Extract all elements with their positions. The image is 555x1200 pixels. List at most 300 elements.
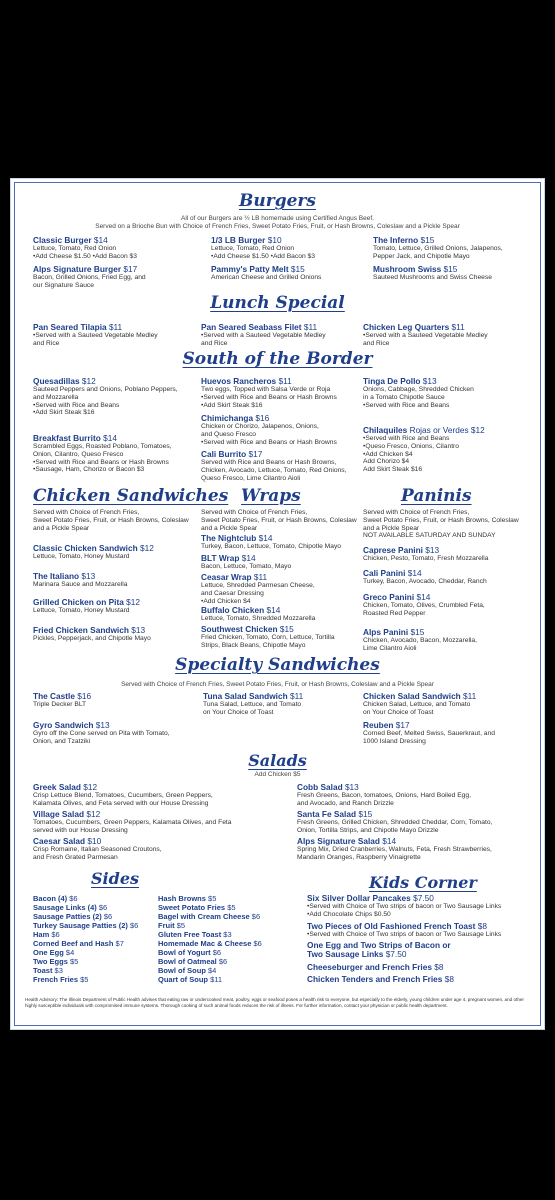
item-price: $14: [405, 568, 422, 578]
item-price: $11: [460, 691, 477, 701]
item-description: Fresh Greens, Bacon, tomatoes, Onions, Hard Boiled Egg,: [297, 792, 471, 799]
side-item-price: $6: [216, 957, 228, 966]
item-description: Crisp Romaine, Italian Seasoned Croutons,: [33, 846, 162, 853]
side-item: [158, 903, 236, 912]
salads-title: Salads: [248, 751, 307, 770]
side-item-name: Sausage Links (4): [33, 903, 97, 912]
item-name-text: The Castle: [33, 691, 75, 701]
item-price: $16: [253, 413, 270, 423]
item-price: $16: [74, 691, 92, 701]
item-description: and Mozzarella: [33, 393, 79, 401]
menu-item: [203, 691, 373, 717]
item-price: $11: [449, 322, 465, 332]
item-price: $8: [442, 974, 454, 984]
item-name: [363, 545, 533, 555]
side-item-name: Corned Beef and Hash: [33, 939, 114, 948]
item-price: $14: [239, 553, 256, 563]
item-description: Lettuce, Tomato, Shredded Mozzarella: [201, 615, 316, 622]
salads-note: Add Chicken $5: [254, 771, 301, 778]
side-item-price: $4: [63, 948, 75, 957]
item-description: •Served with Rice and Beans or Hash Browns: [33, 458, 169, 466]
item-price: $13: [422, 545, 440, 555]
item-description: Lettuce, Shredded Parmesan Cheese,: [201, 582, 315, 589]
item-name-text: Cobb Salad: [297, 782, 343, 792]
item-description: •Add Skirt Steak $16: [33, 409, 95, 417]
item-description: Tomatoes, Cucumbers, Green Peppers, Kalamata Olives, and Feta: [33, 819, 232, 826]
item-name-text: Quesadillas: [33, 376, 80, 386]
item-name-text: Alps Signature Burger: [33, 264, 122, 274]
item-name-text: Six Silver Dollar Pancakes: [307, 893, 411, 903]
side-item-name: Bacon (4): [33, 894, 68, 903]
item-price: $7.50: [410, 893, 434, 903]
item-name: [363, 322, 533, 332]
item-price: $7.50: [383, 949, 407, 959]
item-name: [373, 264, 543, 274]
menu-item: [33, 782, 283, 808]
item-name-text: Tuna Salad Sandwich: [203, 691, 288, 701]
item-name-text: Alps Panini: [363, 627, 409, 637]
section-note: Served with Choice of French Fries,: [33, 509, 140, 516]
menu-item: [363, 627, 533, 653]
item-description: and Rice: [201, 339, 228, 347]
menu-item: [363, 322, 533, 348]
side-item-name: Fruit: [158, 921, 175, 930]
side-item-name: French Fries: [33, 975, 79, 984]
item-price: $13: [93, 720, 110, 730]
item-description: Lettuce, Tomato, Red Onion: [211, 245, 295, 252]
item-name: [33, 264, 203, 274]
item-name: [201, 413, 371, 423]
side-item-price: $6: [67, 894, 78, 903]
item-name: [211, 264, 381, 274]
item-description: Lime Cilantro Aioli: [363, 644, 417, 652]
item-description: •Served with Rice and Beans or Hash Browns: [201, 438, 337, 446]
item-description: Tuna Salad, Lettuce, and Tomato: [203, 701, 302, 708]
side-item-name: Homemade Mac & Cheese: [158, 939, 252, 948]
menu-item: [33, 322, 203, 348]
item-description: and Rice: [33, 339, 60, 347]
item-description: Gyro off the Cone served on Pita with Tomato,: [33, 730, 170, 737]
item-name-text: Grilled Chicken on Pita: [33, 597, 124, 607]
item-name-text: Two Pieces of Old Fashioned French Toast: [307, 921, 476, 931]
side-item: [158, 957, 227, 966]
item-description: Chicken, Avocado, Lettuce, Tomato, Red Onions,: [201, 466, 347, 474]
section-note: Sweet Potato Fries, Fruit, or Hash Browns, Coleslaw: [201, 516, 357, 524]
menu-item: [33, 809, 283, 835]
item-name: [201, 376, 371, 386]
item-description: Marinara Sauce and Mozzarella: [33, 581, 128, 588]
menu-item: [363, 425, 533, 474]
item-name-text: Two Sausage Links: [307, 949, 384, 959]
item-price: $12: [80, 782, 98, 792]
wraps-title: Wraps: [241, 486, 301, 506]
item-description: Pepper Jack, and Chipotle Mayo: [373, 252, 470, 260]
section-note: and a Pickle Spear: [201, 524, 258, 532]
item-name-text: 1/3 LB Burger: [211, 235, 266, 245]
section-note: Sweet Potato Fries, Fruit, or Hash Browns, Coleslaw: [33, 516, 189, 524]
side-item-price: $4: [205, 966, 217, 975]
item-name: [201, 572, 371, 582]
item-name: [33, 235, 203, 245]
menu-item: [363, 592, 533, 618]
item-description: Fried Chicken, Tomato, Corn, Lettuce, Tortilla: [201, 634, 335, 641]
item-name: [307, 974, 527, 984]
item-description: •Add Chicken $4: [201, 597, 251, 605]
item-price: $11: [287, 691, 304, 701]
item-name-text: Breakfast Burrito: [33, 433, 101, 443]
item-name-text: Southwest Chicken: [201, 624, 278, 634]
item-name-text: Santa Fe Salad: [297, 809, 357, 819]
item-name-text: Fried Chicken Sandwich: [33, 625, 129, 635]
item-description: Sauteed Mushrooms and Swiss Cheese: [373, 274, 492, 281]
side-item-price: $6: [251, 939, 262, 948]
menu-item: [211, 235, 381, 261]
sides-title: Sides: [91, 869, 140, 888]
paninis-title: Paninis: [401, 486, 472, 506]
item-description: •Add Cheese $1.50 •Add Bacon $3: [33, 252, 137, 260]
item-name: [307, 921, 527, 931]
item-price: $13: [420, 376, 437, 386]
item-name: [363, 627, 533, 637]
item-price: $11: [301, 322, 318, 332]
item-name-text: Cali Burrito: [201, 449, 247, 459]
item-name: [33, 433, 203, 443]
menu-item: [211, 264, 381, 282]
item-description: and Caesar Dressing: [201, 589, 264, 597]
item-name: [307, 893, 527, 903]
side-item: [158, 912, 260, 921]
item-name: [33, 322, 203, 332]
item-name-text: Chicken Salad Sandwich: [363, 691, 461, 701]
section-note: NOT AVAILABLE SATURDAY AND SUNDAY: [363, 532, 496, 540]
menu-item: [363, 720, 533, 746]
item-description: Kalamata Olives, and Feta served with our House Dressing: [33, 799, 209, 807]
side-item-name: Two Eggs: [33, 957, 68, 966]
item-description: Turkey, Bacon, Lettuce, Tomato, Chipotle Mayo: [201, 543, 342, 550]
section-note: and a Pickle Spear: [33, 524, 90, 532]
item-description: Lettuce, Tomato, Honey Mustard: [33, 553, 130, 560]
specialty-sandwiches-title: Specialty Sandwiches: [175, 655, 380, 675]
side-item-price: $5: [174, 921, 186, 930]
item-name: [363, 376, 533, 386]
side-item-price: $6: [101, 912, 113, 921]
specialty-note: Served with Choice of French Fries, Sweet Potato Fries, Fruit, or Hash Browns, Coleslaw and a Pickle Spear: [121, 681, 434, 688]
side-item-name: Gluten Free Toast: [158, 930, 222, 939]
side-item-price: $5: [205, 894, 217, 903]
item-description: and Avocado, and Ranch Drizzle: [297, 799, 394, 807]
item-name-text: Tinga De Pollo: [363, 376, 421, 386]
item-description: Corned Beef, Melted Swiss, Sauerkraut, and: [363, 730, 495, 737]
side-item-price: $6: [210, 948, 222, 957]
item-description: Onion, Tortilla Strips, and Chipotle Mayo Drizzle: [297, 826, 439, 834]
item-description: Turkey, Bacon, Avocado, Cheddar, Ranch: [363, 578, 487, 585]
chicken-sandwiches-title: Chicken Sandwiches: [33, 486, 229, 506]
side-item-name: Bowl of Oatmeal: [158, 957, 217, 966]
menu-item: [33, 543, 203, 561]
side-item-price: $6: [49, 930, 60, 939]
item-price: $8: [431, 962, 444, 972]
menu-item: [307, 921, 527, 939]
item-description: Bacon, Lettuce, Tomato, Mayo: [201, 563, 292, 570]
item-price: $15: [277, 624, 294, 634]
menu-item: [201, 376, 371, 409]
item-price: $12: [84, 809, 101, 819]
section-note: Served with Choice of French Fries,: [363, 509, 470, 516]
item-description: •Served with a Sauteed Vegetable Medley: [363, 332, 488, 339]
item-description: •Served with Choice of Two strips of bacon or Two Sausage Links: [307, 931, 502, 938]
menu-item: [201, 322, 371, 348]
item-name: [363, 720, 533, 730]
menu-item: [373, 264, 543, 282]
item-price: $15: [288, 264, 305, 274]
item-description: American Cheese and Grilled Onions: [211, 274, 322, 281]
side-item-price: $5: [225, 903, 236, 912]
item-description: and Fresh Grated Parmesan: [33, 853, 118, 861]
side-item: [33, 975, 88, 984]
item-description: served with our House Dressing: [33, 826, 128, 834]
item-description: Spring Mix, Dried Cranberries, Walnuts, Feta, Fresh Strawberries,: [297, 846, 492, 853]
menu-item: [33, 597, 203, 615]
side-item: [158, 948, 221, 957]
side-item-name: Bagel with Cream Cheese: [158, 912, 250, 921]
item-description: Chicken Salad, Lettuce, and Tomato: [363, 701, 471, 708]
side-item: [33, 939, 124, 948]
menu-item: [33, 625, 203, 643]
item-name-text: Ceasar Wrap: [201, 572, 252, 582]
side-item: [33, 966, 63, 975]
side-item-name: Quart of Soup: [158, 975, 208, 984]
side-item: [158, 975, 222, 984]
item-name-text: Caprese Panini: [363, 545, 423, 555]
item-name: [33, 836, 283, 846]
item-name-text: Cali Panini: [363, 568, 406, 578]
menu-item: [201, 413, 371, 446]
side-item-name: Hash Browns: [158, 894, 206, 903]
item-name-text: Caesar Salad: [33, 836, 86, 846]
item-name-text: Buffalo Chicken: [201, 605, 265, 615]
menu-item: [363, 545, 533, 563]
side-item-price: $3: [221, 930, 232, 939]
side-item-name: Turkey Sausage Patties (2): [33, 921, 128, 930]
side-item-price: $7: [113, 939, 124, 948]
item-description: Onion, and Tzatziki: [33, 737, 91, 745]
item-description: •Add Chocolate Chips $0.50: [307, 910, 391, 918]
menu-item: [307, 893, 527, 919]
item-description: •Served with Rice and Beans: [363, 435, 450, 442]
item-price: $11: [276, 376, 292, 386]
item-description: Crisp Lettuce Blend, Tomatoes, Cucumbers, Green Peppers,: [33, 792, 213, 799]
item-name-text: Classic Burger: [33, 235, 92, 245]
item-price: $17: [393, 720, 410, 730]
burgers-note: All of our Burgers are ½ LB homemade using Certified Angus Beef.: [181, 215, 374, 222]
menu-item: [201, 533, 371, 551]
item-name: [363, 691, 533, 701]
item-name: [33, 720, 203, 730]
item-name: [201, 322, 371, 332]
item-price: $17: [121, 264, 138, 274]
item-description: on Your Choice of Toast: [363, 708, 434, 716]
item-name: [33, 571, 203, 581]
item-description: and Rice: [363, 339, 390, 347]
menu-item: [33, 376, 203, 417]
menu-card: [10, 178, 545, 1030]
item-description: •Add Chicken $4: [363, 450, 413, 458]
item-description: •Queso Fresco, Onions, Cilantro: [363, 442, 460, 450]
menu-item: [297, 809, 545, 835]
menu-item: [33, 720, 203, 746]
item-name: [201, 553, 371, 563]
item-description: Lettuce, Tomato, Red Onion: [33, 245, 117, 252]
item-price: $15: [408, 627, 425, 637]
item-name-text: Village Salad: [33, 809, 85, 819]
menu-item: [307, 949, 527, 959]
side-item-name: Sausage Patties (2): [33, 912, 102, 921]
item-name: [33, 691, 203, 701]
side-item-name: Ham: [33, 930, 50, 939]
item-name-text: Gyro Sandwich: [33, 720, 94, 730]
item-name-text: Greek Salad: [33, 782, 81, 792]
item-description: Chicken or Chorizo, Jalapenos, Onions,: [201, 423, 319, 430]
menu-item: [307, 962, 527, 972]
item-description: Fresh Greens, Grilled Chicken, Shredded Cheddar, Corn, Tomato,: [297, 819, 493, 826]
item-description: •Served with Rice and Beans: [33, 401, 120, 409]
item-price: $14: [414, 592, 431, 602]
item-price: $15: [441, 264, 458, 274]
section-note: Sweet Potato Fries, Fruit, or Hash Browns, Coleslaw: [363, 516, 519, 524]
menu-item: [307, 974, 527, 984]
item-price: $14: [264, 605, 281, 615]
item-description: Lettuce, Tomato, Honey Mustard: [33, 607, 130, 614]
item-price: $14: [256, 533, 273, 543]
side-item: [158, 930, 232, 939]
item-name-text: One Egg and Two Strips of Bacon or: [307, 940, 451, 950]
menu-item: [373, 235, 543, 261]
item-description: •Add Skirt Steak $16: [201, 401, 263, 409]
item-name: [297, 836, 545, 846]
item-description: Pickles, Pepperjack, and Chipotle Mayo: [33, 635, 151, 642]
item-description: Sauteed Peppers and Onions, Poblano Peppers,: [33, 386, 178, 393]
side-item-name: Toast: [33, 966, 53, 975]
side-item: [158, 921, 185, 930]
menu-item: [363, 691, 533, 717]
item-price: Rojas or Verdes $12: [407, 425, 485, 435]
item-name: [363, 592, 533, 602]
menu-item: [33, 691, 203, 709]
item-name-text: The Italiano: [33, 571, 80, 581]
item-price: $13: [79, 571, 96, 581]
item-description: •Served with Choice of Two strips of bacon or Two Sausage Links: [307, 903, 502, 910]
item-price: $14: [91, 235, 108, 245]
item-description: and Queso Fresco: [201, 430, 257, 438]
item-description: Add Chorizo $4: [363, 458, 410, 466]
side-item-name: One Egg: [33, 948, 64, 957]
menu-item: [33, 433, 203, 474]
item-name: [211, 235, 381, 245]
item-name-text: Pan Seared Tilapia: [33, 322, 107, 332]
item-name-text: Chicken Leg Quarters: [363, 322, 450, 332]
item-description: Onion, Cilantro, Queso Fresco: [33, 450, 124, 458]
item-description: Onions, Cabbage, Shredded Chicken: [363, 386, 474, 393]
item-description: on Your Choice of Toast: [203, 708, 274, 716]
item-name-text: Huevos Rancheros: [201, 376, 277, 386]
side-item: [158, 894, 216, 903]
item-description: Queso Fresco, Lime Cilantro Aioli: [201, 474, 301, 482]
item-description: Chicken, Avocado, Bacon, Mozzarella,: [363, 637, 477, 644]
side-item: [33, 948, 74, 957]
side-item-name: Bowl of Yogurt: [158, 948, 211, 957]
item-description: •Served with a Sauteed Vegetable Medley: [201, 332, 326, 339]
item-description: Bacon, Grilled Onions, Fried Egg, and: [33, 274, 146, 281]
south-of-the-border-title: South of the Border: [182, 349, 373, 369]
item-name-text: Mushroom Swiss: [373, 264, 442, 274]
menu-item: [33, 235, 203, 261]
item-description: in a Tomato Chipotle Sauce: [363, 393, 445, 401]
item-name: [201, 624, 371, 634]
burgers-serving-note: Served on a Brioche Bun with Choice of French Fries, Sweet Potato Fries, Fruit, or Hash Browns, Coleslaw and a Pickle Spear: [95, 223, 460, 230]
item-price: $15: [356, 809, 373, 819]
item-price: $12: [79, 376, 96, 386]
item-name-text: The Nightclub: [201, 533, 257, 543]
item-description: •Sausage, Ham, Chorizo or Bacon $3: [33, 466, 145, 474]
item-description: Add Skirt Steak $16: [363, 466, 423, 474]
side-item-price: $5: [78, 975, 89, 984]
item-price: $11: [251, 572, 268, 582]
item-description: our Signature Sauce: [33, 281, 94, 289]
menu-item: [297, 836, 545, 862]
item-description: •Served with Rice and Beans: [363, 401, 450, 409]
item-price: $15: [418, 235, 435, 245]
item-name-text: Pammy's Patty Melt: [211, 264, 289, 274]
item-description: Triple Decker BLT: [33, 701, 87, 708]
item-price: $14: [380, 836, 397, 846]
health-advisory: Health Advisory: The Illinois Department of Public Health advises that eating raw or undercooked meat, poultry, eggs or seafood poses a health risk to everyone, but especially to the elderly, young children under age 4, pregnant women, and other highly susceptible individuals with compromised immune systems. Thorough cooking of such animal foods reduces the risk of illness. For further information, contact your physician or public health department.: [25, 997, 524, 1008]
item-name: [297, 782, 545, 792]
side-item: [33, 930, 60, 939]
menu-item: [363, 568, 533, 586]
menu-item: [201, 553, 371, 571]
item-name-text: Alps Signature Salad: [297, 836, 380, 846]
item-name-text: Classic Chicken Sandwich: [33, 543, 138, 553]
item-name: [33, 543, 203, 553]
item-price: $13: [342, 782, 359, 792]
item-description: Roasted Red Pepper: [363, 609, 426, 617]
item-name-text: BLT Wrap: [201, 553, 240, 563]
menu-item: [297, 782, 545, 808]
item-name: [297, 809, 545, 819]
item-name: [201, 533, 371, 543]
item-price: $14: [100, 433, 117, 443]
item-price: $8: [475, 921, 487, 931]
kids-corner-title: Kids Corner: [369, 873, 477, 892]
item-description: Served with Rice and Beans or Hash Browns,: [201, 459, 337, 466]
item-price: $17: [246, 449, 263, 459]
side-item: [33, 894, 78, 903]
menu-item: [33, 264, 203, 290]
side-item-price: $6: [96, 903, 108, 912]
side-item-name: Bowl of Soup: [158, 966, 206, 975]
item-price: $12: [137, 543, 154, 553]
side-item-price: $5: [67, 957, 79, 966]
menu-item: [363, 376, 533, 409]
side-item: [33, 912, 112, 921]
item-name-text: Chicken Tenders and French Fries: [307, 974, 443, 984]
item-price: $12: [123, 597, 140, 607]
side-item-price: $6: [127, 921, 139, 930]
menu-item: [201, 605, 371, 623]
section-note: Served with Choice of French Fries,: [201, 509, 308, 516]
menu-item: [201, 449, 371, 482]
menu-item: [33, 571, 203, 589]
